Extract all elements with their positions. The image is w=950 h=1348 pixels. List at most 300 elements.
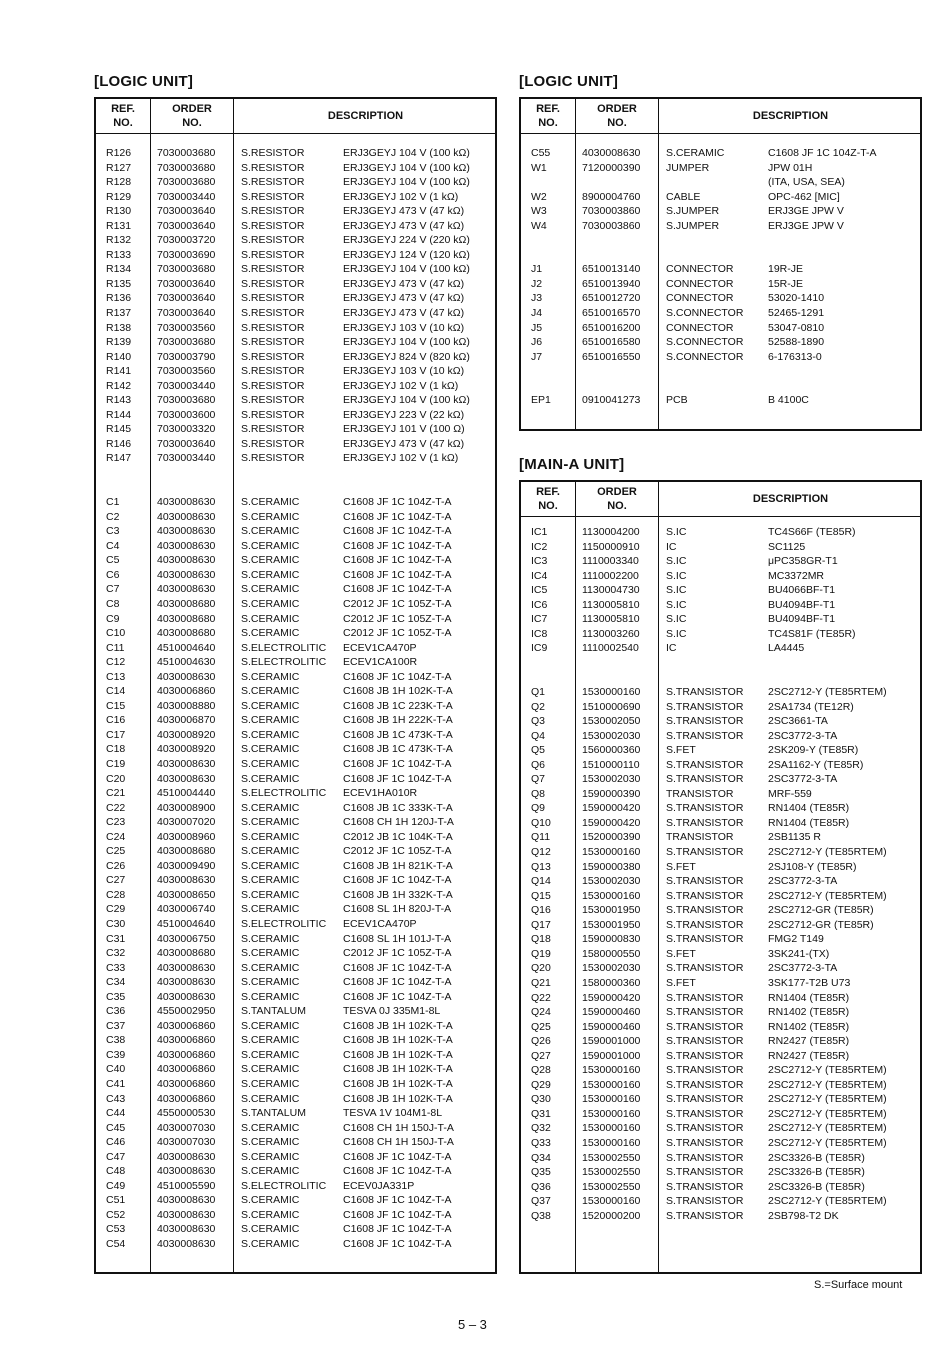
ref-no: C36 bbox=[106, 1005, 126, 1018]
table-row bbox=[96, 772, 497, 787]
ref-no: C37 bbox=[106, 1019, 126, 1032]
header-ref: REF. NO. bbox=[111, 103, 135, 129]
ref-no: W4 bbox=[531, 219, 547, 232]
order-no: 4030007030 bbox=[157, 1136, 216, 1149]
part-description: RN2427 (TE85R) bbox=[768, 1035, 850, 1048]
part-type: CONNECTOR bbox=[666, 321, 734, 334]
part-type: S.IC bbox=[666, 613, 687, 626]
part-description: C1608 JF 1C 104Z-T-A bbox=[343, 568, 452, 581]
part-description: RN1402 (TE85R) bbox=[768, 1020, 850, 1033]
table-row bbox=[521, 903, 922, 918]
table-row bbox=[96, 612, 497, 627]
ref-no: C16 bbox=[106, 714, 126, 727]
ref-no: C10 bbox=[106, 627, 126, 640]
order-no: 1530002030 bbox=[582, 729, 641, 742]
ref-no: C38 bbox=[106, 1034, 126, 1047]
ref-no: Q25 bbox=[531, 1020, 551, 1033]
table-row bbox=[521, 219, 922, 234]
ref-no: Q17 bbox=[531, 918, 551, 931]
part-type: S.RESISTOR bbox=[241, 307, 305, 320]
part-description: C2012 JF 1C 105Z-T-A bbox=[343, 845, 452, 858]
part-type: S.CERAMIC bbox=[241, 903, 300, 916]
part-description: ECEV1CA100R bbox=[343, 656, 418, 669]
part-description: C1608 JF 1C 104Z-T-A bbox=[343, 757, 452, 770]
part-description: MRF-559 bbox=[768, 787, 812, 800]
order-no: 4030008680 bbox=[157, 845, 216, 858]
ref-no: IC8 bbox=[531, 627, 548, 640]
part-type: CABLE bbox=[666, 190, 701, 203]
table-row bbox=[521, 525, 922, 540]
order-no: 1530001950 bbox=[582, 904, 641, 917]
part-description: C1608 JF 1C 104Z-T-A bbox=[343, 976, 452, 989]
order-no: 4030008630 bbox=[157, 583, 216, 596]
order-no: 1520000200 bbox=[582, 1209, 641, 1222]
part-description: ERJ3GEYJ 103 V (10 kΩ) bbox=[343, 321, 465, 334]
ref-no: Q18 bbox=[531, 933, 551, 946]
part-description: 2SC2712-Y (TE85RTEM) bbox=[768, 1064, 887, 1077]
table-row bbox=[96, 888, 497, 903]
order-no: 7030003640 bbox=[157, 307, 216, 320]
order-no: 7030003560 bbox=[157, 321, 216, 334]
table-row bbox=[521, 612, 922, 627]
part-description: 2SC2712-Y (TE85RTEM) bbox=[768, 1107, 887, 1120]
order-no: 6510013140 bbox=[582, 263, 641, 276]
ref-no: Q33 bbox=[531, 1136, 551, 1149]
ref-no: C8 bbox=[106, 597, 120, 610]
ref-no: Q14 bbox=[531, 875, 551, 888]
part-type: S.TANTALUM bbox=[241, 1005, 306, 1018]
part-type: S.CERAMIC bbox=[241, 612, 300, 625]
order-no: 6510016200 bbox=[582, 321, 641, 334]
table-row bbox=[521, 379, 922, 394]
part-type: S.TRANSISTOR bbox=[666, 1064, 744, 1077]
part-type: TRANSISTOR bbox=[666, 831, 734, 844]
table-row bbox=[96, 306, 497, 321]
part-description: 2SC2712-Y (TE85RTEM) bbox=[768, 686, 887, 699]
ref-no: C32 bbox=[106, 947, 126, 960]
part-type: S.TRANSISTOR bbox=[666, 700, 744, 713]
part-description: 2SB798-T2 DK bbox=[768, 1209, 839, 1222]
ref-no: C2 bbox=[106, 510, 120, 523]
part-description: C1608 JF 1C 104Z-T-A bbox=[343, 1194, 452, 1207]
order-no: 7030003690 bbox=[157, 248, 216, 261]
table-row bbox=[521, 976, 922, 991]
part-type: S.CERAMIC bbox=[241, 583, 300, 596]
logic-unit-right-title: [LOGIC UNIT] bbox=[519, 73, 619, 90]
part-description: C1608 SL 1H 101J-T-A bbox=[343, 932, 452, 945]
table-row bbox=[521, 670, 922, 685]
table-row bbox=[96, 233, 497, 248]
order-no: 1130005810 bbox=[582, 613, 640, 626]
part-type: S.CERAMIC bbox=[241, 1223, 300, 1236]
header-order: ORDER NO. bbox=[172, 103, 212, 129]
part-description: ERJ3GEYJ 223 V (22 kΩ) bbox=[343, 408, 465, 421]
part-description: RN1404 (TE85R) bbox=[768, 816, 850, 829]
ref-no: R135 bbox=[106, 277, 132, 290]
order-no: 4030007030 bbox=[157, 1121, 216, 1134]
part-type: S.RESISTOR bbox=[241, 423, 305, 436]
order-no: 7030003600 bbox=[157, 408, 216, 421]
table-row bbox=[521, 1194, 922, 1209]
ref-no: C13 bbox=[106, 670, 126, 683]
part-description: ERJ3GEYJ 473 V (47 kΩ) bbox=[343, 219, 465, 232]
order-no: 1580000550 bbox=[582, 947, 641, 960]
ref-no: Q31 bbox=[531, 1107, 551, 1120]
part-type: S.CERAMIC bbox=[241, 1150, 300, 1163]
table-row bbox=[96, 1135, 497, 1150]
order-no: 1590000380 bbox=[582, 860, 641, 873]
table-row bbox=[521, 1180, 922, 1195]
part-type: S.TRANSISTOR bbox=[666, 962, 744, 975]
part-description: C1608 SL 1H 820J-T-A bbox=[343, 903, 452, 916]
logic-unit-right-table bbox=[519, 97, 922, 431]
part-type: S.TRANSISTOR bbox=[666, 816, 744, 829]
ref-no: W3 bbox=[531, 205, 547, 218]
ref-no: Q12 bbox=[531, 846, 551, 859]
part-type: S.RESISTOR bbox=[241, 394, 305, 407]
ref-no: C49 bbox=[106, 1179, 126, 1192]
ref-no: Q8 bbox=[531, 787, 546, 800]
order-no: 1130005810 bbox=[582, 598, 640, 611]
ref-no: Q16 bbox=[531, 904, 551, 917]
order-no: 4510004630 bbox=[157, 656, 216, 669]
table-row bbox=[96, 626, 497, 641]
order-no: 4030008680 bbox=[157, 627, 216, 640]
part-description: ERJ3GEYJ 104 V (100 kΩ) bbox=[343, 263, 470, 276]
order-no: 7030003640 bbox=[157, 205, 216, 218]
part-description: SC1125 bbox=[768, 540, 806, 553]
part-type: S.CERAMIC bbox=[241, 1121, 300, 1134]
order-no: 4030006740 bbox=[157, 903, 216, 916]
part-type: S.RESISTOR bbox=[241, 379, 305, 392]
table-row bbox=[96, 408, 497, 423]
ref-no: IC7 bbox=[531, 613, 548, 626]
table-row bbox=[96, 742, 497, 757]
part-description: ERJ3GEYJ 104 V (100 kΩ) bbox=[343, 147, 470, 159]
order-no: 4030008630 bbox=[157, 1150, 216, 1163]
ref-no: IC6 bbox=[531, 598, 548, 611]
part-type: S.CERAMIC bbox=[241, 525, 300, 538]
table-row bbox=[521, 874, 922, 889]
table-row bbox=[96, 161, 497, 176]
order-no: 4030008900 bbox=[157, 801, 216, 814]
ref-no: C39 bbox=[106, 1048, 126, 1061]
part-description: 3SK241-(TX) bbox=[768, 947, 830, 960]
part-description: ERJ3GEYJ 124 V (120 kΩ) bbox=[343, 248, 470, 261]
part-type: S.CONNECTOR bbox=[666, 307, 744, 320]
part-type: S.RESISTOR bbox=[241, 219, 305, 232]
part-description: C1608 JF 1C 104Z-T-A bbox=[343, 961, 452, 974]
part-description: C1608 JF 1C 104Z-T-A bbox=[343, 1165, 452, 1178]
part-type: S.TRANSISTOR bbox=[666, 889, 744, 902]
part-type: S.CERAMIC bbox=[241, 772, 300, 785]
table-row bbox=[96, 699, 497, 714]
part-type: S.CONNECTOR bbox=[666, 336, 744, 349]
table-row bbox=[96, 1019, 497, 1034]
part-type: S.CERAMIC bbox=[241, 845, 300, 858]
part-description: JPW 01H bbox=[768, 161, 813, 174]
order-no: 1520000390 bbox=[582, 831, 641, 844]
part-description: RN1404 (TE85R) bbox=[768, 991, 850, 1004]
ref-no: C24 bbox=[106, 830, 126, 843]
ref-no: W1 bbox=[531, 161, 547, 174]
part-type: S.TRANSISTOR bbox=[666, 1006, 744, 1019]
part-description: 2SB1135 R bbox=[768, 831, 821, 844]
ref-no: R126 bbox=[106, 147, 132, 159]
part-type: S.IC bbox=[666, 627, 687, 640]
ref-no: C7 bbox=[106, 583, 120, 596]
part-description: 2SC2712-Y (TE85RTEM) bbox=[768, 1122, 887, 1135]
table-row bbox=[96, 786, 497, 801]
ref-no: IC1 bbox=[531, 526, 548, 538]
part-description: 53047-0810 bbox=[768, 321, 825, 334]
part-description: C1608 JF 1C 104Z-T-A bbox=[343, 496, 452, 509]
order-no: 4510004640 bbox=[157, 641, 216, 654]
table-row bbox=[96, 932, 497, 947]
part-type: S.CERAMIC bbox=[241, 1034, 300, 1047]
table-row bbox=[96, 321, 497, 336]
ref-no: J6 bbox=[531, 336, 543, 349]
part-type: S.RESISTOR bbox=[241, 263, 305, 276]
order-no: 4030008680 bbox=[157, 947, 216, 960]
part-type: CONNECTOR bbox=[666, 263, 734, 276]
table-row bbox=[96, 1237, 497, 1252]
part-type: CONNECTOR bbox=[666, 277, 734, 290]
ref-no: IC3 bbox=[531, 555, 548, 568]
part-description: C1608 JB 1H 102K-T-A bbox=[343, 685, 453, 698]
part-description: C1608 JF 1C 104Z-T-A bbox=[343, 1223, 452, 1236]
part-description: 2SC3326-B (TE85R) bbox=[768, 1166, 865, 1179]
order-no: 7030003640 bbox=[157, 219, 216, 232]
part-description: ERJ3GEYJ 473 V (47 kΩ) bbox=[343, 205, 465, 218]
order-no: 1580000360 bbox=[582, 976, 641, 989]
table-row bbox=[521, 889, 922, 904]
part-description: 52465-1291 bbox=[768, 307, 825, 320]
part-description: 2SC3772-3-TA bbox=[768, 773, 838, 786]
ref-no: J2 bbox=[531, 277, 543, 290]
part-description: OPC-462 [MIC] bbox=[768, 190, 840, 203]
table-row bbox=[96, 437, 497, 452]
part-description: μPC358GR-T1 bbox=[768, 555, 838, 568]
part-type: S.CERAMIC bbox=[241, 1063, 300, 1076]
order-no: 1130004730 bbox=[582, 584, 640, 597]
part-type: S.CERAMIC bbox=[241, 597, 300, 610]
ref-no: C47 bbox=[106, 1150, 126, 1163]
order-no: 1530000160 bbox=[582, 889, 641, 902]
table-row bbox=[521, 729, 922, 744]
part-description: 2SC2712-Y (TE85RTEM) bbox=[768, 1078, 887, 1091]
table-row bbox=[521, 364, 922, 379]
ref-no: C18 bbox=[106, 743, 126, 756]
ref-no: C21 bbox=[106, 787, 126, 800]
table-row bbox=[96, 757, 497, 772]
order-no: 4030007020 bbox=[157, 816, 216, 829]
ref-no: C9 bbox=[106, 612, 120, 625]
ref-no: Q9 bbox=[531, 802, 546, 815]
ref-no: Q19 bbox=[531, 947, 551, 960]
part-description: ERJ3GEYJ 102 V (1 kΩ) bbox=[343, 190, 459, 203]
header-ref: REF. NO. bbox=[536, 103, 560, 129]
table-row bbox=[96, 946, 497, 961]
table-row bbox=[96, 379, 497, 394]
table-row bbox=[521, 685, 922, 700]
part-type: S.TRANSISTOR bbox=[666, 991, 744, 1004]
part-type: S.TRANSISTOR bbox=[666, 1093, 744, 1106]
part-description: 19R-JE bbox=[768, 263, 804, 276]
part-type: S.CERAMIC bbox=[241, 1136, 300, 1149]
table-row bbox=[521, 860, 922, 875]
table-row bbox=[96, 1092, 497, 1107]
order-no: 1590001000 bbox=[582, 1035, 641, 1048]
ref-no: J4 bbox=[531, 307, 543, 320]
part-type: S.TRANSISTOR bbox=[666, 1107, 744, 1120]
part-type: S.TRANSISTOR bbox=[666, 773, 744, 786]
part-description: 2SC3772-3-TA bbox=[768, 729, 838, 742]
part-type: S.CERAMIC bbox=[666, 147, 725, 159]
order-no: 4030008630 bbox=[157, 525, 216, 538]
ref-no: C1 bbox=[106, 496, 120, 509]
part-type: TRANSISTOR bbox=[666, 787, 734, 800]
part-type: S.RESISTOR bbox=[241, 190, 305, 203]
ref-no: IC5 bbox=[531, 584, 548, 597]
table-row bbox=[96, 670, 497, 685]
part-type: S.CERAMIC bbox=[241, 554, 300, 567]
ref-no: Q32 bbox=[531, 1122, 551, 1135]
part-description: B 4100C bbox=[768, 394, 809, 407]
part-description: C1608 JB 1H 102K-T-A bbox=[343, 1019, 453, 1032]
table-row bbox=[521, 961, 922, 976]
part-description: ERJ3GE JPW V bbox=[768, 205, 844, 218]
ref-no: C33 bbox=[106, 961, 126, 974]
ref-no: C40 bbox=[106, 1063, 126, 1076]
part-type: S.CERAMIC bbox=[241, 1019, 300, 1032]
order-no: 7030003720 bbox=[157, 234, 216, 247]
order-no: 7030003440 bbox=[157, 452, 216, 465]
order-no: 4030008630 bbox=[157, 1238, 216, 1251]
table-row bbox=[521, 540, 922, 555]
table-row bbox=[96, 961, 497, 976]
table-row bbox=[96, 248, 497, 263]
part-type: S.CERAMIC bbox=[241, 1194, 300, 1207]
ref-no: J1 bbox=[531, 263, 543, 276]
order-no: 4030006860 bbox=[157, 1092, 216, 1105]
part-description: 2SJ108-Y (TE85R) bbox=[768, 860, 857, 873]
table-row bbox=[96, 553, 497, 568]
table-row bbox=[96, 1208, 497, 1223]
order-no: 1110003340 bbox=[582, 555, 639, 568]
ref-no: Q5 bbox=[531, 744, 546, 757]
part-type: S.TRANSISTOR bbox=[666, 1049, 744, 1062]
table-row bbox=[521, 1020, 922, 1035]
ref-no: R139 bbox=[106, 336, 132, 349]
order-no: 1110002200 bbox=[582, 569, 639, 582]
part-type: S.TRANSISTOR bbox=[666, 1180, 744, 1193]
table-row bbox=[96, 422, 497, 437]
part-type: S.CERAMIC bbox=[241, 1078, 300, 1090]
part-type: S.RESISTOR bbox=[241, 321, 305, 334]
order-no: 7030003680 bbox=[157, 336, 216, 349]
table-row bbox=[96, 1062, 497, 1077]
order-no: 7120000390 bbox=[582, 161, 641, 174]
ref-no: C51 bbox=[106, 1194, 126, 1207]
table-row bbox=[521, 321, 922, 336]
table-row bbox=[521, 714, 922, 729]
main-a-unit-title: [MAIN-A UNIT] bbox=[519, 456, 625, 473]
part-type: S.TRANSISTOR bbox=[666, 918, 744, 931]
part-description: TESVA 1V 104M1-8L bbox=[343, 1107, 443, 1120]
table-row bbox=[96, 1004, 497, 1019]
order-no: 1110002540 bbox=[582, 642, 639, 655]
ref-no: C52 bbox=[106, 1208, 126, 1221]
order-no: 4030008920 bbox=[157, 743, 216, 756]
table-row bbox=[521, 161, 922, 176]
part-description: C1608 JB 1H 102K-T-A bbox=[343, 1063, 453, 1076]
part-type: S.CERAMIC bbox=[241, 757, 300, 770]
table-row bbox=[96, 1033, 497, 1048]
order-no: 4030006860 bbox=[157, 1048, 216, 1061]
order-no: 6510013940 bbox=[582, 277, 641, 290]
part-description: ECEV1CA470P bbox=[343, 641, 417, 654]
order-no: 4510004640 bbox=[157, 917, 216, 930]
part-description: C1608 JB 1H 102K-T-A bbox=[343, 1092, 453, 1105]
part-type: S.IC bbox=[666, 598, 687, 611]
table-row bbox=[96, 859, 497, 874]
part-description: 2SC2712-Y (TE85RTEM) bbox=[768, 1093, 887, 1106]
part-type: S.CERAMIC bbox=[241, 743, 300, 756]
part-type: S.CERAMIC bbox=[241, 976, 300, 989]
part-description: ECEV0JA331P bbox=[343, 1179, 415, 1192]
order-no: 7030003440 bbox=[157, 379, 216, 392]
part-description: C2012 JF 1C 105Z-T-A bbox=[343, 612, 452, 625]
table-row bbox=[96, 641, 497, 656]
ref-no: C6 bbox=[106, 568, 120, 581]
order-no: 4030008680 bbox=[157, 612, 216, 625]
ref-no: C25 bbox=[106, 845, 126, 858]
ref-no: C28 bbox=[106, 888, 126, 901]
part-type: S.CERAMIC bbox=[241, 496, 300, 509]
part-description: 2SC2712-Y (TE85RTEM) bbox=[768, 846, 887, 859]
part-type: S.TRANSISTOR bbox=[666, 1195, 744, 1208]
table-row bbox=[96, 873, 497, 888]
table-row bbox=[96, 1222, 497, 1237]
header-description: DESCRIPTION bbox=[752, 493, 829, 505]
part-type: S.TRANSISTOR bbox=[666, 729, 744, 742]
table-row bbox=[96, 597, 497, 612]
ref-no: Q28 bbox=[531, 1064, 551, 1077]
order-no: 1530002030 bbox=[582, 773, 641, 786]
part-description: 2SC3661-TA bbox=[768, 715, 828, 728]
ref-no: Q26 bbox=[531, 1035, 551, 1048]
main-a-unit-table bbox=[519, 480, 922, 1274]
order-no: 4030008630 bbox=[157, 539, 216, 552]
order-no: 1530002550 bbox=[582, 1166, 641, 1179]
ref-no: R133 bbox=[106, 248, 132, 261]
part-type: S.CERAMIC bbox=[241, 728, 300, 741]
order-no: 1590001000 bbox=[582, 1049, 641, 1062]
table-row bbox=[96, 204, 497, 219]
order-no: 4030008650 bbox=[157, 888, 216, 901]
ref-no: Q38 bbox=[531, 1209, 551, 1222]
table-row bbox=[96, 335, 497, 350]
table-row bbox=[96, 364, 497, 379]
order-no: 1530000160 bbox=[582, 1122, 641, 1135]
order-no: 1530000160 bbox=[582, 686, 641, 699]
part-description: C1608 JB 1H 102K-T-A bbox=[343, 1034, 453, 1047]
part-description: 53020-1410 bbox=[768, 292, 825, 305]
part-type: S.CERAMIC bbox=[241, 947, 300, 960]
order-no: 1530000160 bbox=[582, 846, 641, 859]
part-type: S.TRANSISTOR bbox=[666, 1136, 744, 1149]
